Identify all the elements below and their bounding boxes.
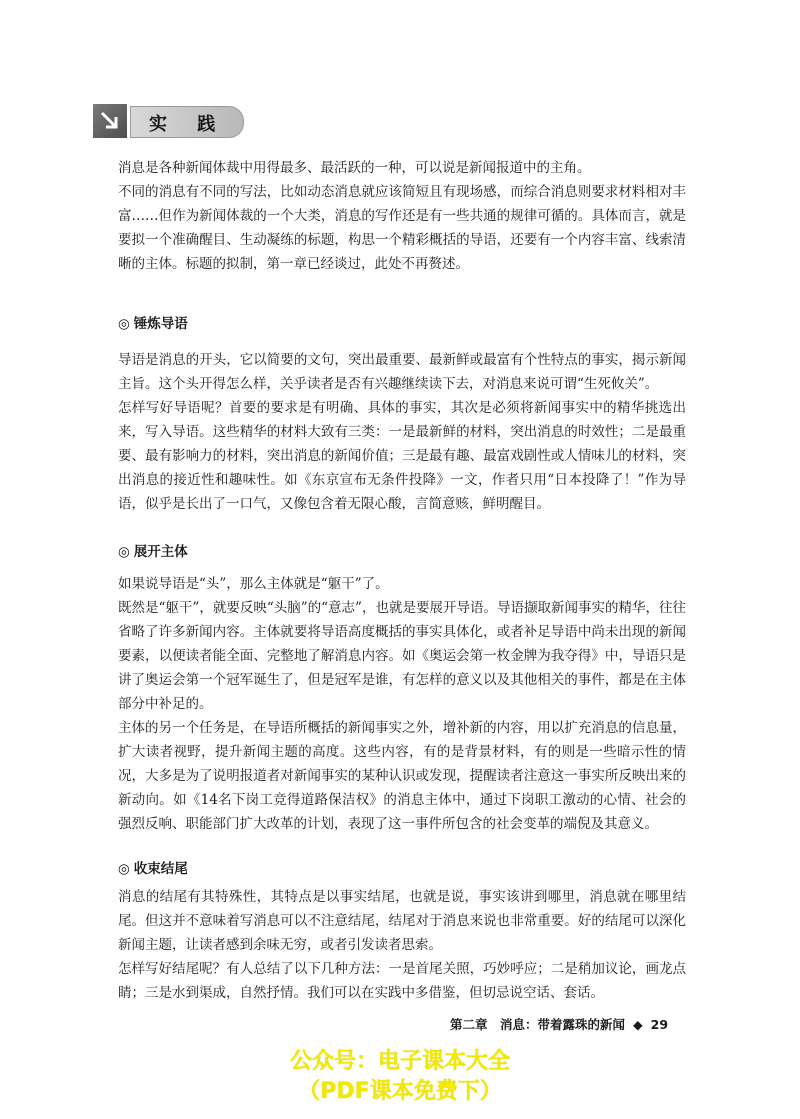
paragraph: 主体的另一个任务是，在导语所概括的新闻事实之外，增补新的内容，用以扩充消息的信息量，扩大读者视野，提升新闻主题的高度。这些内容，有的是背景材料，有的则是一些暗示性的情况，大多是为了说明报道者对新闻事实的某种认识或发现，提醒读者注意这一事实所反映出来的新动向。如《14名下岗工竞得道路保洁权》的消息主体中，通过下岗职工激动的心情、社会的强烈反响、职能部门扩大改革的计划，表现了这一事件所包含的社会变革的端倪及其意义。 <box>118 720 686 832</box>
circle-mark-icon: ◎ <box>118 316 130 332</box>
section-banner <box>93 104 251 138</box>
section-body-body <box>118 572 686 836</box>
paragraph: 如果说导语是“头”，那么主体就是“躯干”了。 <box>118 576 389 592</box>
page-number: 29 <box>650 1017 669 1032</box>
section-body-lead <box>118 348 686 516</box>
watermark-line-1: 公众号：电子课本大全 <box>289 1049 510 1074</box>
circle-mark-icon: ◎ <box>118 544 130 560</box>
section-heading-ending <box>118 857 188 877</box>
arrow-icon <box>93 104 127 138</box>
heading-text: 锤炼导语 <box>133 316 188 332</box>
circle-mark-icon: ◎ <box>118 861 130 877</box>
intro-paragraph: 不同的消息有不同的写法，比如动态消息就应该简短且有现场感，而综合消息则要求材料相对丰富……但作为新闻体裁的一个大类，消息的写作还是有一些共通的规律可循的。具体而言，就是要拟一个准确醒目、生动凝练的标题，构思一个精彩概括的导语，还要有一个内容丰富、线索清晰的主体。标题的拟制，第一章已经谈过，此处不再赘述。 <box>118 184 686 272</box>
intro-block <box>118 156 686 276</box>
section-heading-body <box>118 540 188 560</box>
section-title-bar <box>130 106 244 138</box>
paragraph: 既然是“躯干”，就要反映“头脑”的“意志”，也就是要展开导语。导语撷取新闻事实的精华，往往省略了许多新闻内容。主体就要将导语高度概括的事实具体化，或者补足导语中尚未出现的新闻要素，以便读者能全面、完整地了解消息内容。如《奥运会第一枚金牌为我夺得》中，导语只是讲了奥运会第一个冠军诞生了，但是冠军是谁，有怎样的意义以及其他相关的事件，都是在主体部分中补足的。 <box>118 600 686 712</box>
watermark-line-2: （PDF课本免费下） <box>298 1079 502 1104</box>
paragraph: 消息的结尾有其特殊性，其特点是以事实结尾，也就是说，事实该讲到哪里，消息就在哪里结尾。但这并不意味着写消息可以不注意结尾，结尾对于消息来说也非常重要。好的结尾可以深化新闻主题，让读者感到余味无穷，或者引发读者思索。 <box>118 889 686 953</box>
page-footer <box>450 1015 668 1033</box>
heading-text: 展开主体 <box>133 544 188 560</box>
section-title: 实 践 <box>149 114 228 135</box>
chapter-title: 第二章 消息：带着露珠的新闻 <box>450 1017 626 1032</box>
intro-paragraph: 消息是各种新闻体裁中用得最多、最活跃的一种，可以说是新闻报道中的主角。 <box>118 160 591 176</box>
paragraph: 导语是消息的开头，它以简要的文句，突出最重要、最新鲜或最富有个性特点的事实，揭示新闻主旨。这个头开得怎么样，关乎读者是否有兴趣继续读下去，对消息来说可谓“生死攸关”。 <box>118 352 686 392</box>
diamond-icon: ◆ <box>633 1017 643 1032</box>
heading-text: 收束结尾 <box>133 861 188 877</box>
section-heading-lead <box>118 312 188 332</box>
paragraph: 怎样写好导语呢？首要的要求是有明确、具体的事实，其次是必须将新闻事实中的精华挑选出来，写入导语。这些精华的材料大致有三类：一是最新鲜的材料，突出消息的时效性；二是最重要、最有影响力的材料，突出消息的新闻价值；三是最有趣、最富戏剧性或人情味儿的材料，突出消息的接近性和趣味性。如《东京宣布无条件投降》一文，作者只用“日本投降了！”作为导语，似乎是长出了一口气，又像包含着无限心酸，言简意赅，鲜明醒目。 <box>118 400 686 512</box>
paragraph: 怎样写好结尾呢？有人总结了以下几种方法：一是首尾关照，巧妙呼应；二是稍加议论，画龙点睛；三是水到渠成，自然抒情。我们可以在实践中多借鉴，但切忌说空话、套话。 <box>118 961 686 1001</box>
section-body-ending <box>118 885 686 1005</box>
